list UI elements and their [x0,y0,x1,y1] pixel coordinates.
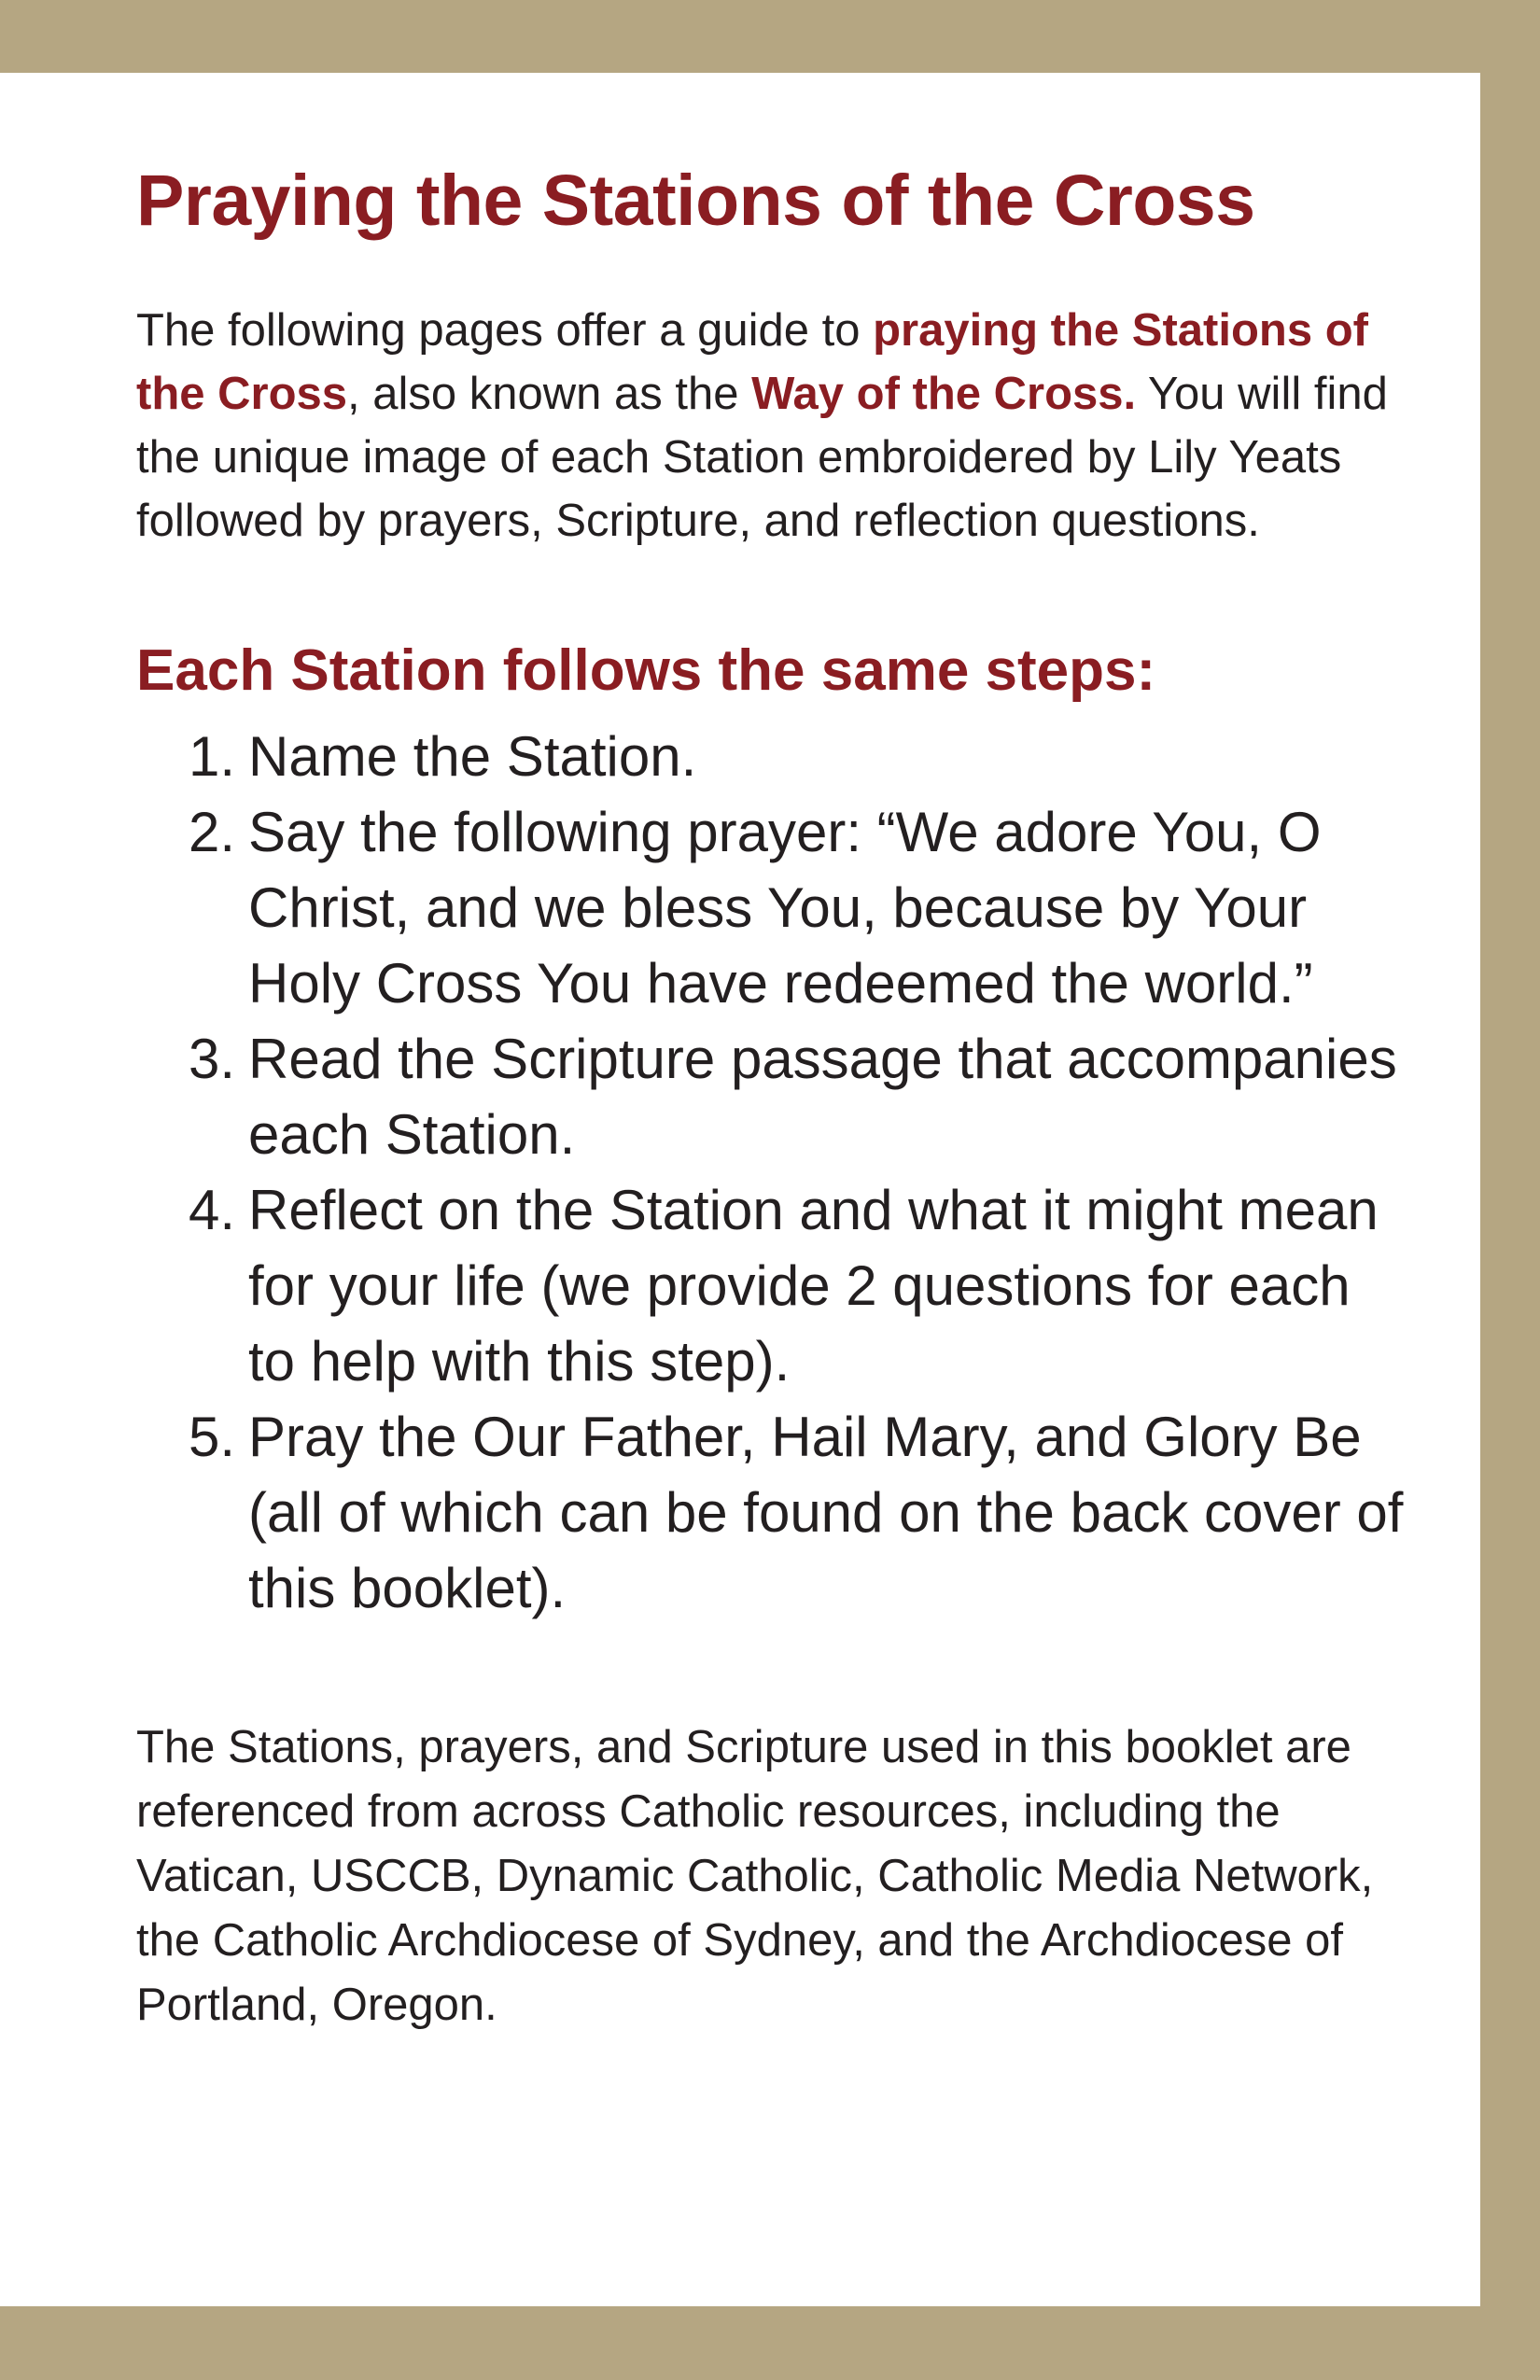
intro-text-1: The following pages offer a guide to [136,304,874,356]
booklet-page [0,73,1480,2306]
step-number: 3. [189,1028,236,1091]
step-text: Read the Scripture passage that accompanies each Station. [248,1028,1397,1167]
page-title: Praying the Stations of the Cross [136,161,1255,241]
steps-heading: Each Station follows the same steps: [136,637,1156,703]
intro-highlight-way: Way of the Cross. [751,368,1137,419]
intro-text-2: , also known as the [347,368,752,419]
step-text: Name the Station. [248,725,697,789]
step-number: 2. [189,801,236,864]
step-number: 1. [189,725,236,789]
step-number: 5. [189,1406,236,1469]
step-text: Say the following prayer: “We adore You, O Christ, and we bless You, because by Your Holy Cross You have redeemed the world.” [248,801,1322,1015]
step-item [136,794,1404,1021]
step-item [136,1172,1404,1399]
step-text: Reflect on the Station and what it might mean for your life (we provide 2 questions for each to help with this step). [248,1179,1379,1393]
intro-text-3: You will find the unique image of each Station embroidered by Lily Yeats followed by prayers, Scripture, and reflection questions. [136,368,1388,546]
sources-note: The Stations, prayers, and Scripture used in this booklet are referenced from across Catholic resources, including the Vatican, USCCB, Dynamic Catholic, Catholic Media Network, the Catholic Archdiocese of Sydney, and the Archdiocese of Portland, Oregon. [136,1722,1374,2031]
step-item [136,1021,1404,1172]
intro-highlight-stations: praying the Stations of the Cross [136,304,1368,419]
intro-paragraph [136,299,1404,553]
step-text: Pray the Our Father, Hail Mary, and Glory Be (all of which can be found on the back cover of this booklet). [248,1406,1404,1620]
step-number: 4. [189,1179,236,1242]
step-item [136,1399,1404,1626]
steps-list [136,719,1404,1626]
step-item [136,719,1404,794]
